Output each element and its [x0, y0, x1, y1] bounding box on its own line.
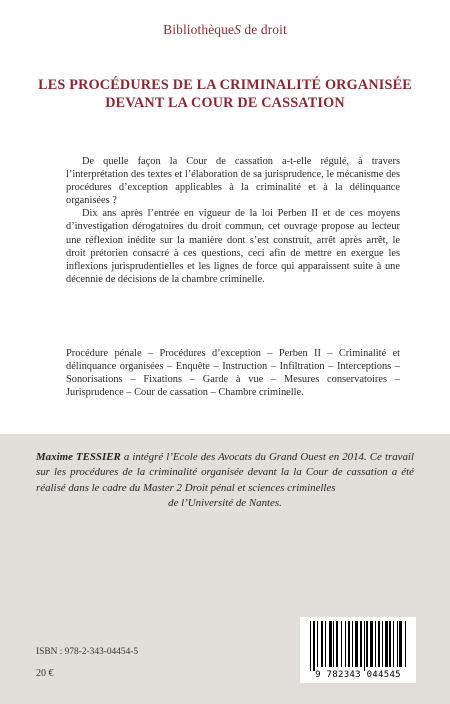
author-name: Maxime TESSIER: [36, 451, 121, 463]
barcode-bar: [370, 621, 373, 667]
barcode-bar: [310, 621, 311, 671]
barcode-bar: [397, 621, 398, 667]
barcode-bar: [341, 621, 342, 667]
summary-paragraph-2: Dix ans après l’entrée en vigueur de la loi Perben II et de ces moyens d’investigation dérogatoires du droit commun, cet ouvrage propose au lecteur une réflexion inédite sur la manière dont s’est construit, arrêt après arrêt, le droit prétorien consacré à ces questions, ceci afin de mettre en exergue les inflexions jurisprudentielles et les lignes de force qui apparaissent suite à une décennie de décisions de la chambre criminelle.: [66, 208, 400, 285]
series-name-prefix: Bibliothèque: [163, 22, 235, 37]
author-bio-line-2: Ce travail sur les procédures de la criminalité organisée devant la la Cour de cassation a été réalisé dans le cadre du Master 2 Droit pénal et sciences criminelles: [36, 451, 414, 494]
barcode-bar: [399, 621, 402, 667]
barcode-bar: [375, 621, 376, 667]
series-name-script-letter: S: [234, 22, 241, 37]
barcode-bar: [313, 621, 315, 671]
barcode-bar: [355, 621, 358, 667]
author-bio-line-1: a intégré l’Ecole des Avocats du Grand Ouest en 2014.: [120, 451, 367, 463]
barcode-bar: [360, 621, 362, 667]
barcode-digits: 9 782343 044545: [315, 670, 401, 680]
barcode-bar: [382, 621, 383, 667]
barcode-bar: [352, 621, 353, 667]
barcode-bar: [336, 621, 338, 667]
author-bio: [36, 450, 414, 512]
series-name: [0, 22, 450, 38]
summary: [66, 155, 400, 286]
barcode-bar: [405, 621, 406, 667]
barcode: [300, 617, 416, 683]
barcode-bar: [345, 621, 346, 667]
barcode-bar: [378, 621, 380, 667]
isbn: ISBN : 978-2-343-04454-5: [36, 647, 139, 657]
barcode-bar: [333, 621, 334, 667]
barcode-bar: [393, 621, 394, 667]
author-bio-line-3: de l’Université de Nantes.: [168, 497, 282, 510]
keywords: Procédure pénale – Procédures d’exception – Perben II – Criminalité et délinquance organisées – Enquête – Instruction – Infiltration – Interceptions – Sonorisations – Fixations – Garde à vue – Mesures conservatoires – Jurisprudence – Cour de cassation – Chambre criminelle.: [66, 348, 400, 399]
barcode-bar: [325, 621, 326, 667]
barcode-bar: [389, 621, 391, 667]
barcode-bar: [364, 621, 365, 671]
barcode-bar: [321, 621, 323, 667]
barcode-bar: [348, 621, 350, 667]
book-title-line-2: DEVANT LA COUR DE CASSATION: [105, 95, 345, 111]
series-name-suffix: de droit: [240, 22, 287, 37]
barcode-bar: [366, 621, 368, 667]
price: 20 €: [36, 668, 54, 679]
book-title: [20, 76, 430, 112]
barcode-bar: [329, 621, 332, 667]
barcode-bar: [385, 621, 388, 667]
barcode-bar: [317, 621, 318, 667]
summary-paragraph-1: De quelle façon la Cour de cassation a-t-elle régulé, à travers l’interprétation des textes et l’élaboration de sa jurisprudence, le mécanisme des procédures d’exception applicables à la criminalité et à la délinquance organisées ?: [66, 156, 400, 207]
book-title-line-1: LES PROCÉDURES DE LA CRIMINALITÉ ORGANISÉE: [38, 77, 412, 93]
